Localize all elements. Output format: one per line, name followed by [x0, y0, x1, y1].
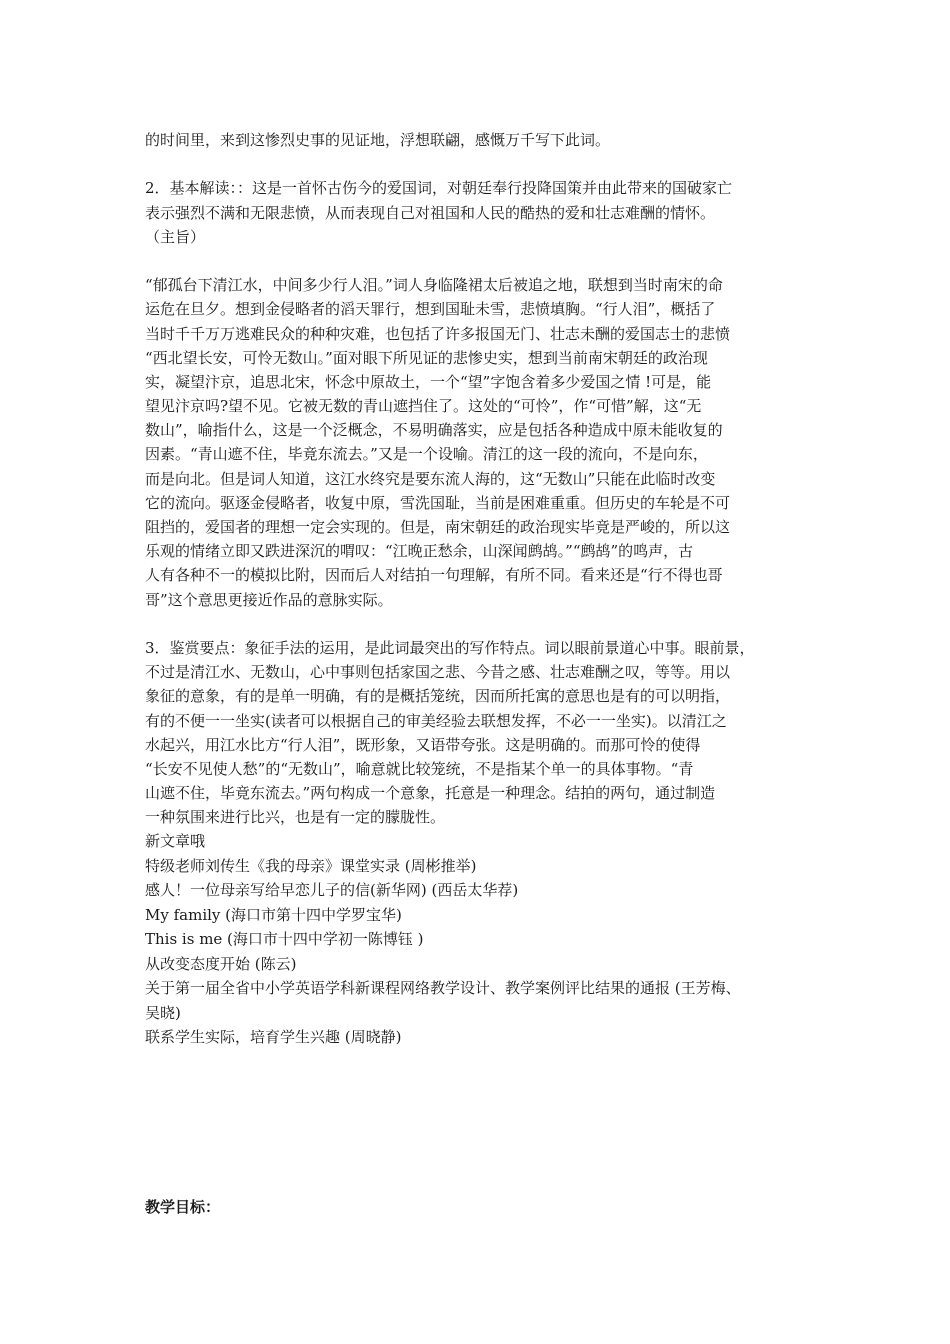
teaching-objective-heading: 教学目标： — [145, 1198, 221, 1216]
text-line: 2．基本解读：：这是一首怀古伤今的爱国词，对朝廷奉行投降国策并由此带来的国破家亡 — [145, 179, 733, 198]
text-line: 有的不便一一坐实(读者可以根据自己的审美经验去联想发挥，不必一一坐实)。以清江之 — [145, 711, 727, 730]
article-link[interactable]: 联系学生实际，培育学生兴趣 (周晓静) — [145, 1028, 402, 1047]
new-articles-list — [145, 829, 825, 1050]
article-link[interactable]: 特级老师刘传生《我的母亲》课堂实录 (周彬推举) — [145, 856, 477, 875]
text-line: 人有各种不一的模拟比附，因而后人对结拍一句理解，有所不同。看来还是“行不得也哥 — [145, 566, 723, 585]
article-link[interactable]: This is me (海口市十四中学初一陈博钰 ) — [145, 930, 424, 949]
text-line: “西北望长安，可怜无数山。”面对眼下所见证的悲惨史实，想到当前南宋朝廷的政治现 — [145, 348, 708, 367]
text-line: 实，凝望汴京，追思北宋，怀念中原故土，一个“望”字饱含着多少爱国之情 !可是，能 — [145, 372, 712, 391]
text-line: 山遮不住，毕竟东流去。”两句构成一个意象，托意是一种理念。结拍的两句，通过制造 — [145, 784, 716, 803]
new-articles-heading: 新文章哦 — [145, 832, 206, 851]
intro-paragraph — [145, 128, 825, 152]
text-line: 因素。“青山遮不住，毕竟东流去。”又是一个设喻。清江的这一段的流向，不是向东， — [145, 445, 708, 464]
article-link[interactable]: My family (海口市第十四中学罗宝华) — [145, 905, 402, 924]
text-line: 的时间里，来到这惨烈史事的见证地，浮想联翩，感慨万千写下此词。 — [145, 131, 611, 149]
text-line: 水起兴，用江水比方“行人泪”，既形象，又语带夸张。这是明确的。而那可怜的使得 — [145, 735, 701, 754]
text-line: 数山”，喻指什么，这是一个泛概念，不易明确落实，应是包括各种造成中原未能收复的 — [145, 421, 723, 440]
text-line: “郁孤台下清江水，中间多少行人泪。”词人身临隆裙太后被追之地，联想到当时南宋的命 — [145, 276, 723, 295]
article-link[interactable]: 关于第一届全省中小学英语学科新课程网络教学设计、教学案例评比结果的通报 (王芳梅、 — [145, 979, 741, 998]
text-line: （主旨） — [145, 227, 206, 246]
article-link[interactable]: 感人！一位母亲写给早恋儿子的信(新华网) (西岳太华荐) — [145, 881, 519, 900]
text-line: 它的流向。驱逐金侵略者，收复中原，雪洗国耻，当前是困难重重。但历史的车轮是不可 — [145, 493, 731, 512]
document-body — [145, 128, 825, 1050]
text-line: 阻挡的，爱国者的理想一定会实现的。但是，南宋朝廷的政治现实毕竟是严峻的，所以这 — [145, 518, 731, 536]
basic-reading-paragraph — [145, 176, 825, 249]
appreciation-paragraph — [145, 636, 825, 830]
text-line: 望见汴京吗?望不见。它被无数的青山遮挡住了。这处的“可怜”，作“可惜”解，这“无 — [145, 397, 702, 416]
text-line: 而是向北。但是词人知道，这江水终究是要东流人海的，这“无数山”只能在此临时改变 — [145, 469, 716, 488]
analysis-paragraph — [145, 273, 825, 612]
text-line: 乐观的情绪立即又跌进深沉的喟叹：“江晚正愁余，山深闻鹧鸪。”“鹧鸪”的鸣声，古 — [145, 542, 694, 561]
text-line: 一种氛围来进行比兴，也是有一定的朦胧性。 — [145, 808, 446, 827]
text-line: 运危在旦夕。想到金侵略者的滔天罪行，想到国耻未雪，悲愤填胸。“行人泪”，概括了 — [145, 300, 716, 319]
text-line: “长安不见使人愁”的“无数山”，喻意就比较笼统，不是指某个单一的具体事物。“青 — [145, 759, 694, 778]
text-line: 哥”这个意思更接近作品的意脉实际。 — [145, 590, 393, 609]
text-line: 当时千千万万逃难民众的种种灾难，也包括了许多报国无门、壮志未酬的爱国志士的悲愤 — [145, 324, 731, 343]
text-line: 3．鉴赏要点：象征手法的运用，是此词最突出的写作特点。词以眼前景道心中事。眼前景， — [145, 638, 755, 657]
article-link[interactable]: 从改变态度开始 (陈云) — [145, 954, 297, 973]
text-line: 不过是清江水、无数山，心中事则包括家国之悲、今昔之感、壮志难酬之叹，等等。用以 — [145, 663, 731, 682]
text-line: 表示强烈不满和无限悲愤，从而表现自己对祖国和人民的酷热的爱和壮志难酬的情怀。 — [145, 203, 716, 222]
text-line: 象征的意象，有的是单一明确，有的是概括笼统，因而所托寓的意思也是有的可以明指， — [145, 687, 731, 706]
article-link-continued[interactable]: 吴晓) — [145, 1003, 181, 1022]
